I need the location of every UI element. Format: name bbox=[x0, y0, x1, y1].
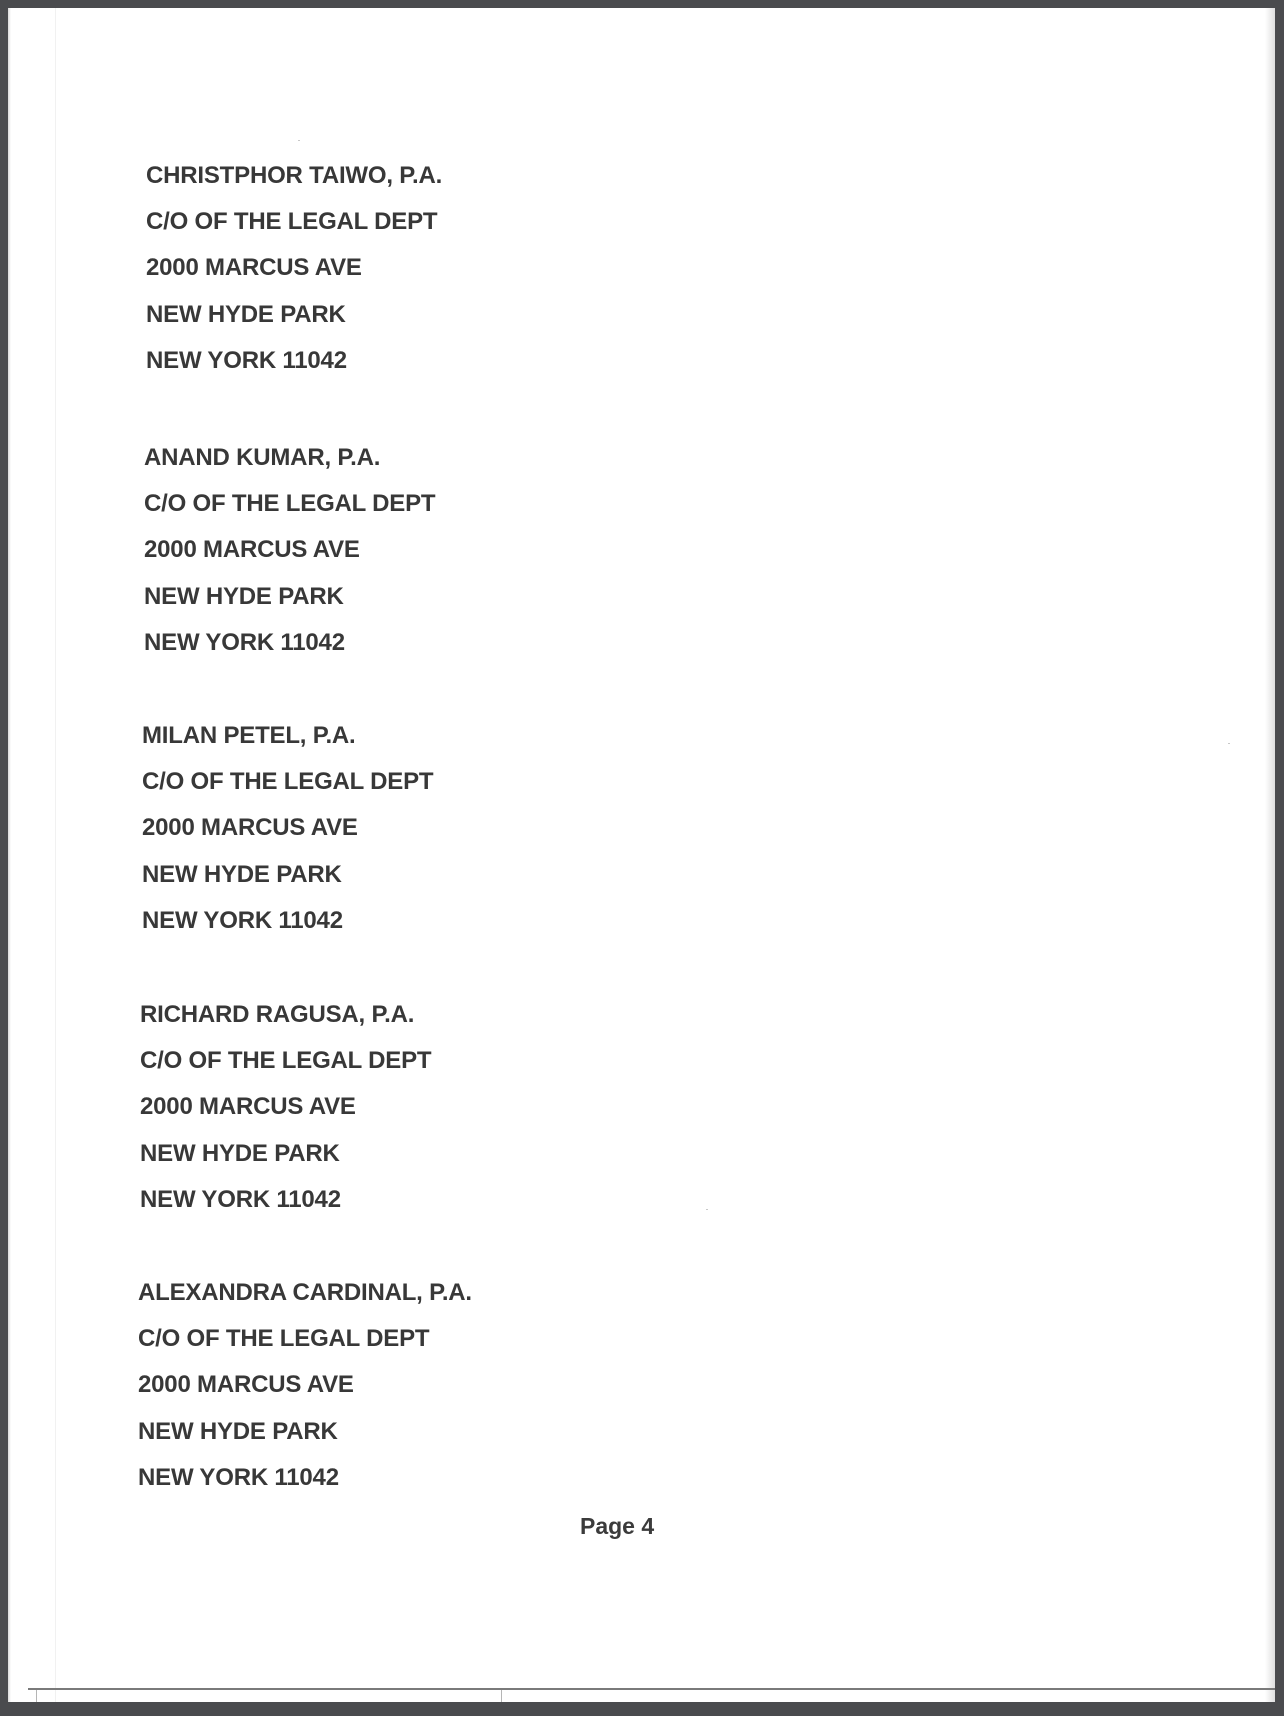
city-line: NEW HYDE PARK bbox=[138, 1417, 338, 1445]
address-block-1 bbox=[146, 161, 442, 392]
address-block-4 bbox=[140, 1000, 431, 1231]
address-block-3 bbox=[142, 721, 433, 952]
care-of-line: C/O OF THE LEGAL DEPT bbox=[138, 1325, 430, 1353]
scan-bottom-edge bbox=[28, 1688, 1275, 1690]
city-line: NEW HYDE PARK bbox=[140, 1139, 340, 1167]
recipient-name: RICHARD RAGUSA, P.A. bbox=[140, 1001, 415, 1028]
scan-artifact-tick bbox=[501, 1690, 502, 1702]
recipient-name: ANAND KUMAR, P.A. bbox=[144, 444, 381, 471]
scan-speck bbox=[706, 1209, 708, 1210]
scan-artifact-line bbox=[55, 8, 56, 1702]
scan-speck bbox=[298, 140, 300, 141]
recipient-name: ALEXANDRA CARDINAL, P.A. bbox=[138, 1279, 472, 1306]
scanned-page bbox=[8, 8, 1275, 1702]
street-line: 2000 MARCUS AVE bbox=[142, 814, 358, 842]
address-block-5 bbox=[138, 1278, 472, 1509]
state-zip-line: NEW YORK 11042 bbox=[146, 346, 347, 374]
address-block-2 bbox=[144, 443, 435, 674]
state-zip-line: NEW YORK 11042 bbox=[144, 628, 345, 656]
scan-speck bbox=[1228, 743, 1230, 744]
state-zip-line: NEW YORK 11042 bbox=[142, 906, 343, 934]
street-line: 2000 MARCUS AVE bbox=[144, 536, 360, 564]
page-number: Page 4 bbox=[580, 1513, 655, 1539]
state-zip-line: NEW YORK 11042 bbox=[138, 1463, 339, 1491]
scan-edge-right bbox=[1265, 8, 1275, 1702]
care-of-line: C/O OF THE LEGAL DEPT bbox=[144, 490, 436, 518]
street-line: 2000 MARCUS AVE bbox=[146, 254, 362, 282]
care-of-line: C/O OF THE LEGAL DEPT bbox=[140, 1047, 432, 1075]
street-line: 2000 MARCUS AVE bbox=[138, 1371, 354, 1399]
care-of-line: C/O OF THE LEGAL DEPT bbox=[142, 768, 434, 796]
street-line: 2000 MARCUS AVE bbox=[140, 1093, 356, 1121]
care-of-line: C/O OF THE LEGAL DEPT bbox=[146, 208, 438, 236]
recipient-name: MILAN PETEL, P.A. bbox=[142, 722, 356, 749]
scan-artifact-tick bbox=[36, 1690, 37, 1702]
city-line: NEW HYDE PARK bbox=[142, 860, 342, 888]
city-line: NEW HYDE PARK bbox=[144, 582, 344, 610]
recipient-name: CHRISTPHOR TAIWO, P.A. bbox=[146, 162, 443, 189]
city-line: NEW HYDE PARK bbox=[146, 300, 346, 328]
scan-edge-left bbox=[8, 8, 11, 1702]
state-zip-line: NEW YORK 11042 bbox=[140, 1185, 341, 1213]
